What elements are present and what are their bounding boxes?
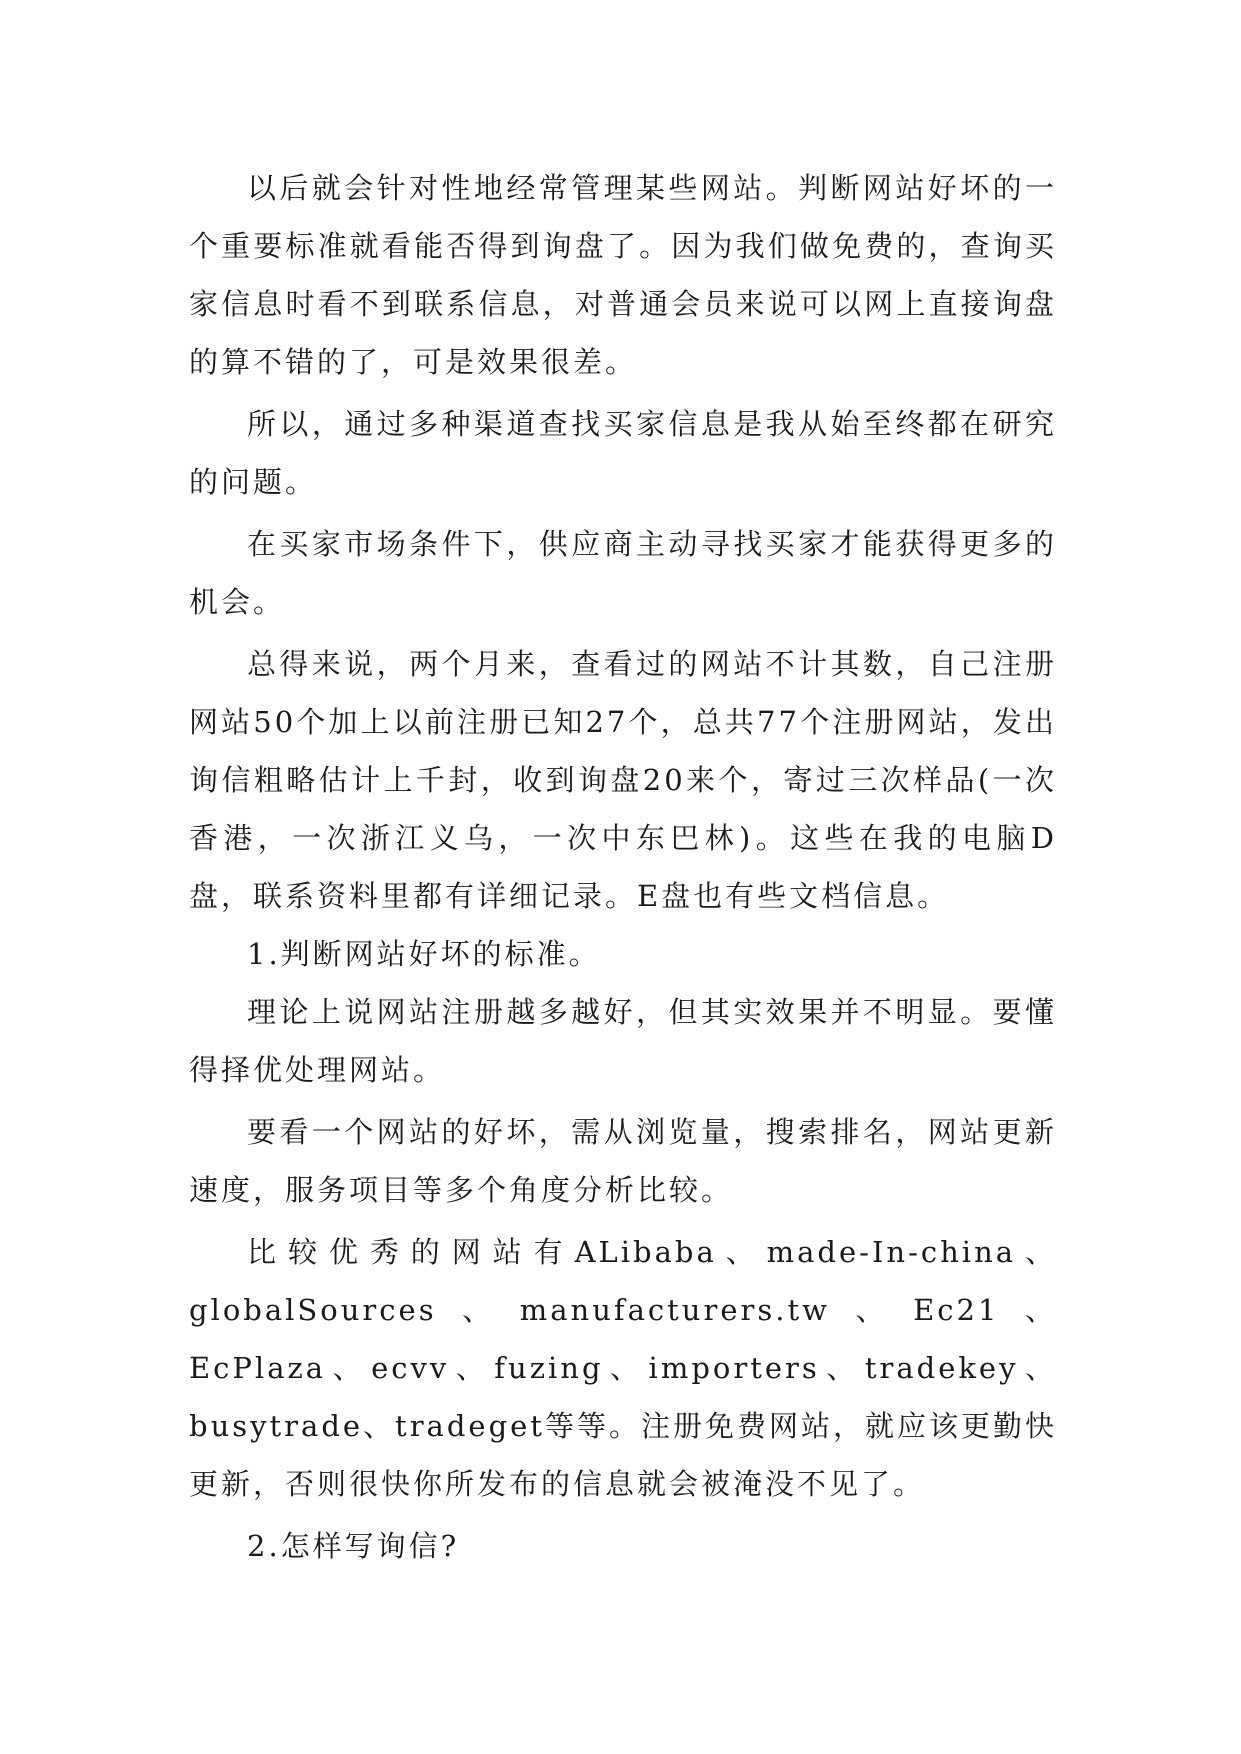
paragraph-4: 总得来说，两个月来，查看过的网站不计其数，自己注册网站50个加上以前注册已知27个，总共77个注册网站，发出询信粗略估计上千封，收到询盘20来个，寄过三次样品(一次香港，一次浙江义乌，一次中东巴林)。这些在我的电脑D盘，联系资料里都有详细记录。E盘也有些文档信息。 <box>189 647 1057 913</box>
paragraph-1: 以后就会针对性地经常管理某些网站。判断网站好坏的一个重要标准就看能否得到询盘了。因为我们做免费的，查询买家信息时看不到联系信息，对普通会员来说可以网上直接询盘的算不错的了，可是效果很差。 <box>189 171 1057 379</box>
document-body <box>189 159 1057 1575</box>
paragraph-7: 比较优秀的网站有ALibaba、made-In-china、globalSources、manufacturers.tw、Ec21、EcPlaza、ecvv、fuzing、importers、tradekey、busytrade、tradeget等等。注册免费网站，就应该更勤快更新，否则很快你所发布的信息就会被淹没不见了。 <box>189 1235 1057 1501</box>
paragraph-6: 要看一个网站的好坏，需从浏览量，搜索排名，网站更新速度，服务项目等多个角度分析比较。 <box>189 1115 1057 1207</box>
paragraph-3: 在买家市场条件下，供应商主动寻找买家才能获得更多的机会。 <box>189 527 1057 619</box>
paragraph-2: 所以，通过多种渠道查找买家信息是我从始至终都在研究的问题。 <box>189 407 1057 499</box>
paragraph-5: 理论上说网站注册越多越好，但其实效果并不明显。要懂得择优处理网站。 <box>189 995 1057 1087</box>
section-heading-1: 1.判断网站好坏的标准。 <box>247 937 601 971</box>
section-heading-2: 2.怎样写询信? <box>247 1529 460 1563</box>
